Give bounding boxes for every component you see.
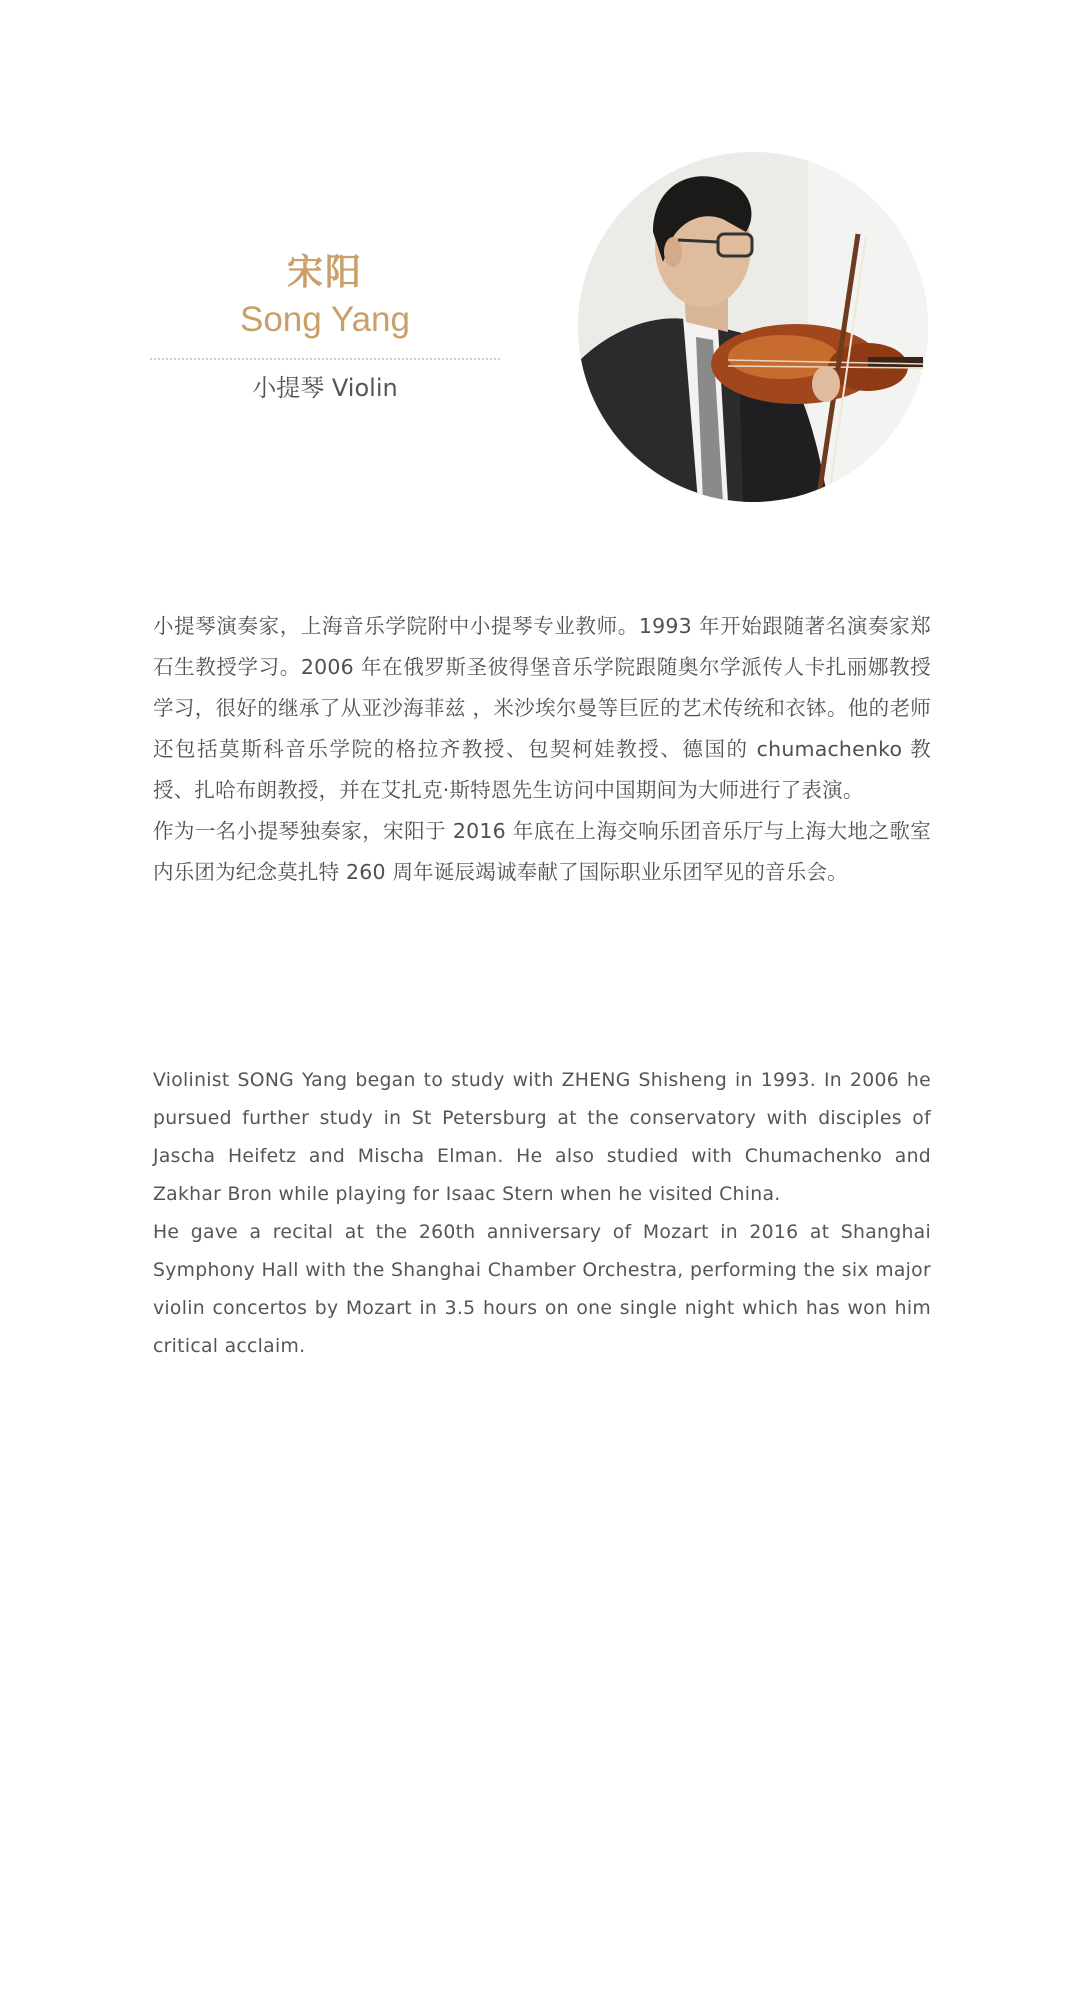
artist-portrait: [578, 152, 928, 502]
bio-en-paragraph-1: Violinist SONG Yang began to study with ZHENG Shisheng in 1993. In 2006 he pursued further study in St Petersburg at the conservatory with disciples of Jascha Heifetz and Mischa Elman. He also studied with Chumachenko and Zakhar Bron while playing for Isaac Stern when he visited China.: [153, 1070, 931, 1205]
bio-en-paragraph-2: He gave a recital at the 260th anniversary of Mozart in 2016 at Shanghai Symphony Hall with the Shanghai Chamber Orchestra, performing the six major violin concertos by Mozart in 3.5 hours on one single night which has won him critical acclaim.: [153, 1222, 931, 1357]
artist-header: [150, 250, 500, 406]
biography-chinese: [153, 606, 931, 893]
artist-name-english: Song Yang: [240, 300, 410, 339]
artist-instrument: 小提琴 Violin: [252, 374, 398, 402]
violinist-portrait-image: [578, 152, 928, 502]
artist-name-chinese: 宋阳: [286, 252, 363, 293]
bio-cn-paragraph-2: 作为一名小提琴独奏家，宋阳于 2016 年底在上海交响乐团音乐厅与上海大地之歌室内乐团为纪念莫扎特 260 周年诞辰竭诚奉献了国际职业乐团罕见的音乐会。: [153, 819, 931, 884]
header-divider: [150, 358, 500, 360]
biography-english: [153, 1062, 931, 1366]
bio-cn-paragraph-1: 小提琴演奏家，上海音乐学院附中小提琴专业教师。1993 年开始跟随著名演奏家郑石生教授学习。2006 年在俄罗斯圣彼得堡音乐学院跟随奥尔学派传人卡扎丽娜教授学习，很好的继承了从亚沙海菲兹 ，米沙埃尔曼等巨匠的艺术传统和衣钵。他的老师还包括莫斯科音乐学院的格拉齐教授、包契柯娃教授、德国的 chumachenko 教授、扎哈布朗教授，并在艾扎克·斯特恩先生访问中国期间为大师进行了表演。: [153, 614, 931, 802]
